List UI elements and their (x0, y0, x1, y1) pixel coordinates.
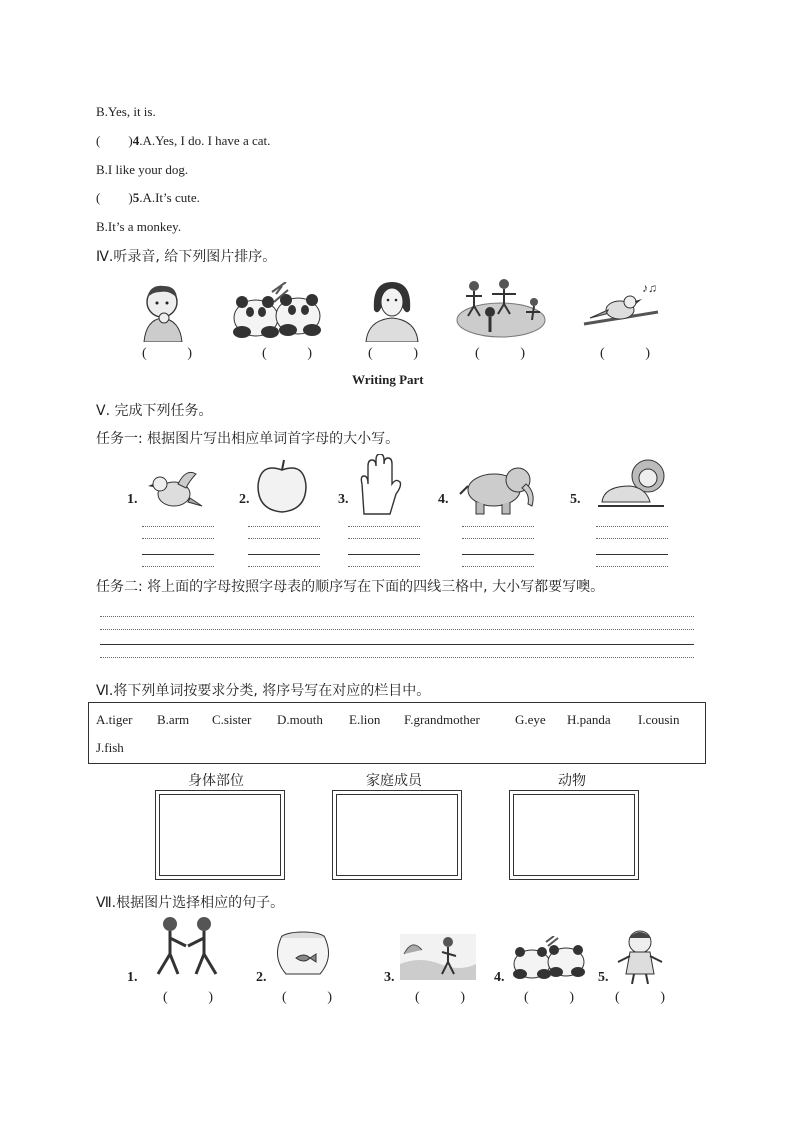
word-bank (88, 702, 706, 764)
answer-box-body-parts[interactable] (155, 790, 285, 880)
children-playing-picture (456, 276, 546, 338)
task-2-instruction: 任务二: 将上面的字母按照字母表的顺序写在下面的四线三格中, 大小写都要写噢。 (96, 579, 605, 595)
baby-picture (614, 928, 666, 984)
word-item: E.lion (349, 712, 381, 727)
four-line-grid[interactable] (142, 526, 214, 570)
answer-parens[interactable]: ( ) (368, 346, 418, 361)
word-item: A.tiger (96, 712, 133, 727)
section-4-title: Ⅳ.听录音, 给下列图片排序。 (96, 249, 277, 265)
q5-line (96, 190, 200, 206)
category-title-body-parts: 身体部位 (188, 773, 244, 789)
answer-box-family[interactable] (332, 790, 462, 880)
word-item: D.mouth (277, 712, 323, 727)
answer-parens[interactable]: ( ) (415, 990, 465, 1005)
item-number: 1. (127, 970, 138, 985)
item-number: 5. (570, 492, 581, 507)
q5-option-a: .A.It’s cute. (139, 190, 200, 205)
answer-parens[interactable]: ( ) (262, 346, 312, 361)
answer-parens[interactable]: ( ) (475, 346, 525, 361)
q3-option-b: B.Yes, it is. (96, 104, 156, 119)
answer-parens[interactable]: ( ) (163, 990, 213, 1005)
four-line-grid[interactable] (248, 526, 320, 570)
category-title-animals: 动物 (558, 773, 586, 789)
four-line-grid[interactable] (348, 526, 420, 570)
task-1-instruction: 任务一: 根据图片写出相应单词首字母的大小写。 (96, 431, 400, 447)
pandas-picture (228, 282, 324, 342)
q5-paren-left: ( (96, 190, 101, 205)
item-number: 1. (127, 492, 138, 507)
bird-singing-picture (580, 278, 662, 338)
section-7-title: Ⅶ.根据图片选择相应的句子。 (96, 895, 285, 911)
answer-parens[interactable]: ( ) (282, 990, 332, 1005)
answer-parens[interactable]: ( ) (524, 990, 574, 1005)
q4-number: 4 (132, 133, 140, 148)
section-5-title: Ⅴ. 完成下列任务。 (96, 403, 213, 419)
word-item: I.cousin (638, 712, 680, 727)
answer-parens[interactable]: ( ) (600, 346, 650, 361)
hand-picture (354, 454, 406, 516)
bird-picture (146, 466, 204, 514)
item-number: 3. (384, 970, 395, 985)
item-number: 4. (438, 492, 449, 507)
word-item: F.grandmother (404, 712, 480, 727)
q5-paren-right: ) (128, 190, 133, 205)
item-number: 4. (494, 970, 505, 985)
answer-box-animals[interactable] (509, 790, 639, 880)
q4-option-b: B.I like your dog. (96, 162, 189, 177)
item-number: 2. (256, 970, 267, 985)
four-line-grid[interactable] (596, 526, 668, 570)
kids-shaking-hands-picture (144, 914, 228, 982)
item-number: 3. (338, 492, 349, 507)
lion-picture (594, 458, 670, 512)
item-number: 5. (598, 970, 609, 985)
woman-picture (362, 276, 422, 342)
word-item: J.fish (96, 740, 124, 755)
word-item: H.panda (567, 712, 611, 727)
elephant-picture (456, 456, 540, 516)
item-number: 2. (239, 492, 250, 507)
answer-parens[interactable]: ( ) (142, 346, 192, 361)
section-6-title: Ⅵ.将下列单词按要求分类, 将序号写在对应的栏目中。 (96, 683, 431, 699)
word-item: B.arm (157, 712, 190, 727)
word-item: C.sister (212, 712, 252, 727)
q4-paren-right: ) (128, 133, 133, 148)
q4-option-a: .A.Yes, I do. I have a cat. (139, 133, 271, 148)
category-title-family: 家庭成员 (366, 773, 422, 789)
q5-number: 5 (132, 190, 140, 205)
writing-part-heading: Writing Part (352, 372, 424, 387)
four-line-grid[interactable] (462, 526, 534, 570)
pandas-eating-picture (510, 936, 588, 980)
q4-paren-left: ( (96, 133, 101, 148)
word-item: G.eye (515, 712, 546, 727)
answer-parens[interactable]: ( ) (615, 990, 665, 1005)
svg-text:♪♫: ♪♫ (642, 281, 657, 295)
q5-option-b: B.It’s a monkey. (96, 219, 182, 234)
girl-walking-picture (400, 934, 476, 980)
boy-thinking-picture (136, 278, 192, 342)
fish-bowl-picture (272, 928, 334, 978)
q4-line (96, 133, 270, 149)
long-four-line-grid[interactable] (100, 616, 694, 660)
apple-picture (254, 458, 310, 514)
